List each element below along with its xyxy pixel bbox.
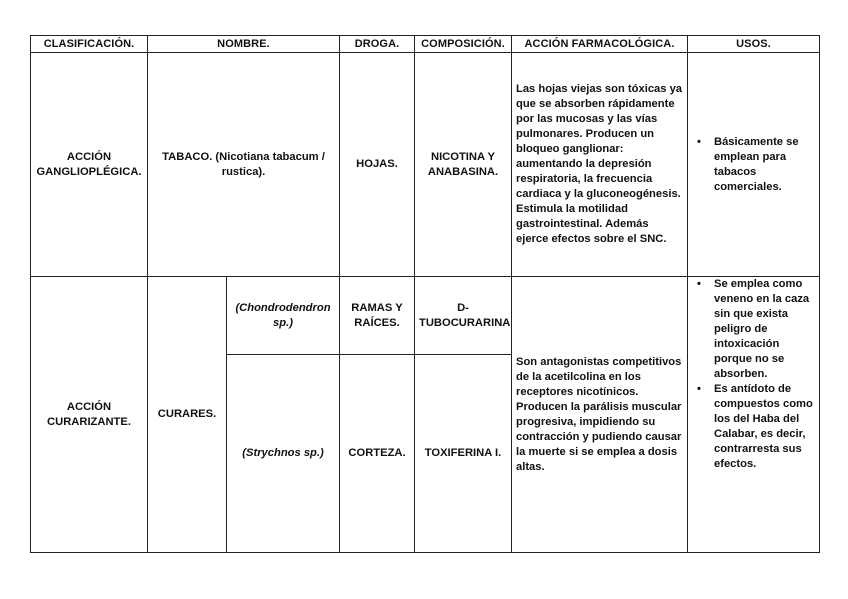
row2-especie-1: (Chondrodendron sp.) xyxy=(227,277,340,355)
row2-droga-2: CORTEZA. xyxy=(340,355,415,553)
row1-droga: HOJAS. xyxy=(340,53,415,277)
row2-composicion-2: TOXIFERINA I. xyxy=(415,355,512,553)
header-droga: DROGA. xyxy=(340,36,415,53)
list-item: • Básicamente se emplean para tabacos comerciales. xyxy=(714,135,815,195)
row2-usos xyxy=(688,277,820,553)
header-usos: USOS. xyxy=(688,36,820,53)
table-row xyxy=(31,277,820,355)
header-accion: ACCIÓN FARMACOLÓGICA. xyxy=(512,36,688,53)
row2-droga-1: RAMAS Y RAÍCES. xyxy=(340,277,415,355)
header-nombre: NOMBRE. xyxy=(148,36,340,53)
row1-composicion: NICOTINA Y ANABASINA. xyxy=(415,53,512,277)
row2-nombre: CURARES. xyxy=(148,277,227,553)
list-item: • Es antídoto de compuestos como los del Haba del Calabar, es decir, contrarresta sus efectos. xyxy=(714,382,815,472)
row1-accion: Las hojas viejas son tóxicas ya que se absorben rápidamente por las mucosas y las vías pulmonares. Producen un bloqueo ganglionar: aumentando la depresión respiratoria, la frecuencia cardiaca y la gluconeogénesis. Estimula la motilidad gastrointestinal. Además ejerce efectos sobre el SNC. xyxy=(512,53,688,277)
row2-accion: Son antagonistas competitivos de la acetilcolina en los receptores nicotínicos. Producen la parálisis muscular progresiva, impidiendo su contracción y pudiendo causar la muerte si se emplea a dosis altas. xyxy=(512,277,688,553)
row1-usos xyxy=(688,53,820,277)
pharmacology-table xyxy=(30,35,820,553)
list-item: • Se emplea como veneno en la caza sin que exista peligro de intoxicación porque no se absorben. xyxy=(714,277,815,382)
row1-nombre: TABACO. (Nicotiana tabacum / rustica). xyxy=(148,53,340,277)
header-clasificacion: CLASIFICACIÓN. xyxy=(31,36,148,53)
header-row xyxy=(31,36,820,53)
table-row xyxy=(31,53,820,277)
row2-composicion-1: D-TUBOCURARINA xyxy=(415,277,512,355)
row1-clasificacion: ACCIÓN GANGLIOPLÉGICA. xyxy=(31,53,148,277)
row2-especie-2: (Strychnos sp.) xyxy=(227,355,340,553)
row2-usos-list xyxy=(692,277,815,472)
row1-usos-list xyxy=(692,135,815,195)
header-composicion: COMPOSICIÓN. xyxy=(415,36,512,53)
row2-clasificacion: ACCIÓN CURARIZANTE. xyxy=(31,277,148,553)
